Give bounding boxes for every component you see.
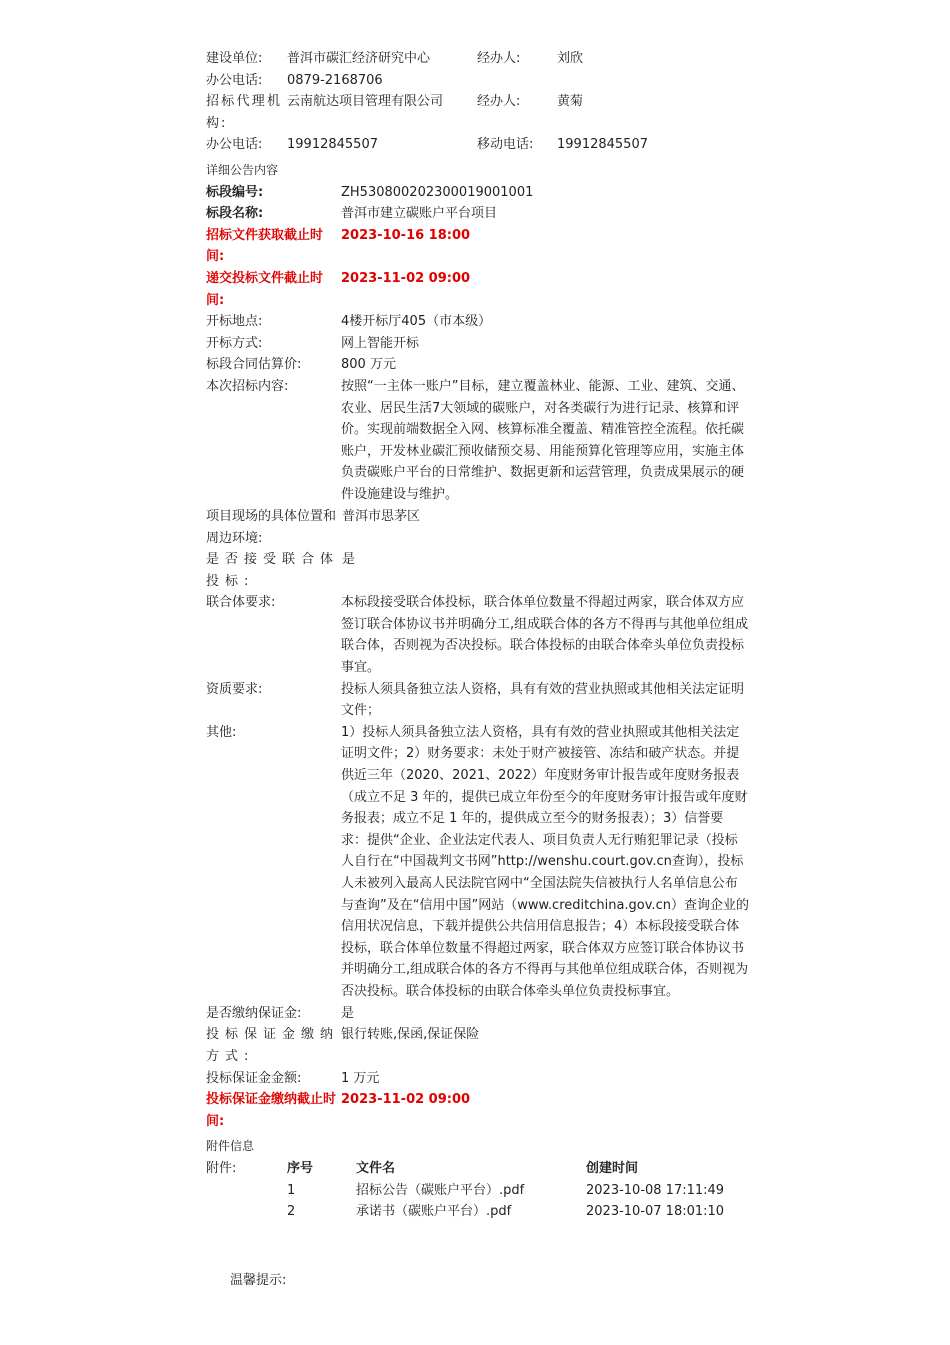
- bid-deadline-value: 2023-11-02 09:00: [341, 270, 471, 286]
- open-place-value: 4楼开标厅405（市本级）: [341, 314, 492, 330]
- open-method-row: [206, 333, 766, 355]
- agency-label: 招标代理机构:: [206, 94, 282, 131]
- deposit-required-value: 是: [341, 1005, 355, 1021]
- qualification-row: [206, 679, 766, 722]
- consortium-accept-label: 是否接受联合体投标:: [206, 552, 340, 589]
- open-method-label: 开标方式:: [206, 335, 263, 351]
- attachments-section-title-text: 附件信息: [206, 1139, 255, 1154]
- deposit-amount-value: 1 万元: [341, 1070, 380, 1086]
- open-place-label: 开标地点:: [206, 314, 263, 330]
- site-row: [206, 506, 766, 549]
- consortium-req-label: 联合体要求:: [206, 595, 276, 611]
- deposit-amount-row: [206, 1068, 766, 1090]
- consortium-req-value: 本标段接受联合体投标，联合体单位数量不得超过两家，联合体双方应签订联合体协议书并明确分工,组成联合体的各方不得再与其他单位组成联合体，否则视为否决投标。联合体投标的由联合体牵头单位负责投标事宜。: [341, 595, 749, 676]
- handler-value: 刘欣: [557, 51, 584, 66]
- estimate-label: 标段合同估算价:: [206, 357, 302, 373]
- announcement-body: [206, 48, 766, 1223]
- deposit-method-label: 投标保证金缴纳方式:: [206, 1027, 340, 1065]
- agency-handler-value: 黄菊: [557, 94, 584, 110]
- qualification-label: 资质要求:: [206, 681, 263, 697]
- lot-name-label: 标段名称:: [206, 206, 264, 222]
- attachment-file-link[interactable]: 承诺书（碳账户平台）.pdf: [356, 1204, 512, 1220]
- bid-deadline-label: 递交投标文件截止时间:: [206, 270, 324, 308]
- attachments-header-time: 创建时间: [586, 1161, 639, 1176]
- estimate-value: 800 万元: [341, 357, 396, 373]
- table-row: [206, 1201, 766, 1223]
- lot-no-value: ZH5308002023000190010​01: [341, 184, 534, 200]
- office-phone-row: [206, 70, 766, 92]
- consortium-req-row: [206, 592, 766, 678]
- attachment-time: 2023-10-07 18:01:10: [586, 1204, 725, 1220]
- other-label: 其他:: [206, 724, 237, 740]
- attachment-time: 2023-10-08 17:11:49: [586, 1182, 725, 1198]
- deposit-amount-label: 投标保证金金额:: [206, 1070, 302, 1086]
- doc-deadline-label: 招标文件获取截止时间:: [206, 227, 324, 265]
- content-row: [206, 376, 766, 506]
- attachments-label: 附件:: [206, 1161, 237, 1176]
- mobile-value: 19912845507: [557, 137, 648, 153]
- site-value: 普洱市思茅区: [342, 508, 421, 524]
- lot-no-label: 标段编号:: [206, 184, 264, 200]
- warm-tip: 温馨提示:: [230, 1273, 287, 1288]
- consortium-accept-row: [206, 549, 766, 592]
- lot-no-row: [206, 182, 766, 204]
- office-phone-value: 0879-2168706: [287, 72, 383, 88]
- open-method-value: 网上智能开标: [341, 335, 420, 351]
- other-value: 1）投标人须具备独立法人资格，具有有效的营业执照或其他相关法定证明文件；2）财务要求：未处于财产被接管、冻结和破产状态。并提供近三年（2020、2021、2022）年度财务审计报告或年度财务报表（成立不足 3 年的，提供已成立年份至今的年度财务审计报告或年度财务报表；成立不足 1 年的，提供成立至今的财务报表）；3）信誉要求：提供“企业、企业法定代表人、项目负责人无行贿犯罪记录（投标人自行在“中国裁判文书网”http://wenshu.court.gov.cn查询），投标人未被列入最高人民法院官网中“全国法院失信被执行人名单信息公布与查询”及在“信用中国”网站（www.creditchina.gov.cn）查询企业的信用状况信息，下载并提供公共信用信息报告；4）本标段接受联合体投标，联合体单位数量不得超过两家，联合体双方应签订联合体协议书并明确分工,组成联合体的各方不得再与其他单位组成联合体，否则视为否决投标。联合体投标的由联合体牵头单位负责投标事宜。: [341, 724, 749, 999]
- deposit-required-label: 是否缴纳保证金:: [206, 1005, 302, 1021]
- table-row: [206, 1180, 766, 1202]
- qualification-value: 投标人须具备独立法人资格，具有有效的营业执照或其他相关法定证明文件；: [341, 681, 745, 719]
- deposit-method-row: [206, 1024, 766, 1067]
- lot-name-value: 普洱市建立碳账户平台项目: [341, 206, 498, 222]
- builder-label: 建设单位:: [206, 51, 263, 66]
- agency-phone-value: 19912845507: [287, 137, 378, 153]
- attachments-header-row: [206, 1158, 766, 1180]
- agency-handler-label: 经办人:: [477, 94, 521, 110]
- detail-section-title-text: 详细公告内容: [206, 162, 279, 177]
- handler-label: 经办人:: [477, 51, 521, 66]
- attachment-file-link[interactable]: 招标公告（碳账户平台）.pdf: [356, 1182, 525, 1198]
- site-label: 项目现场的具体位置和周边环境:: [206, 508, 337, 546]
- consortium-accept-value: 是: [342, 552, 356, 568]
- doc-deadline-row: [206, 225, 766, 268]
- attachment-no: 2: [287, 1204, 296, 1220]
- content-label: 本次招标内容:: [206, 378, 289, 394]
- deposit-method-value: 银行转账,保函,保证保险: [341, 1027, 480, 1043]
- detail-section-title: [206, 160, 766, 182]
- agency-value: 云南航达项目管理有限公司: [287, 94, 444, 110]
- agency-row: [206, 91, 766, 134]
- lot-name-row: [206, 203, 766, 225]
- agency-phone-label: 办公电话:: [206, 137, 263, 153]
- attachments-header-no: 序号: [287, 1161, 314, 1176]
- deposit-deadline-value: 2023-11-02 09:00: [341, 1092, 471, 1108]
- content-value: 按照“一主体一账户”目标，建立覆盖林业、能源、工业、建筑、交通、农业、居民生活7大领域的碳账户，对各类碳行为进行记录、核算和评价。实现前端数据全入网、核算标准全覆盖、精准管控全流程。依托碳账户，开发林业碳汇预收储预交易、用能预算化管理等应用，实施主体负责碳账户平台的日常维护、数据更新和运营管理，负责成果展示的硬件设施建设与维护。: [341, 378, 745, 502]
- attachments-header-name: 文件名: [356, 1161, 396, 1176]
- deposit-deadline-row: [206, 1089, 766, 1132]
- deposit-deadline-label: 投标保证金缴纳截止时间:: [206, 1092, 337, 1129]
- attachment-no: 1: [287, 1182, 296, 1198]
- estimate-row: [206, 354, 766, 376]
- open-place-row: [206, 311, 766, 333]
- agency-phone-row: [206, 134, 766, 156]
- other-row: [206, 722, 766, 1003]
- office-phone-label: 办公电话:: [206, 72, 263, 88]
- builder-value: 普洱市碳汇经济研究中心: [287, 51, 431, 66]
- builder-row: [206, 48, 766, 70]
- attachments-section-title: [206, 1136, 766, 1158]
- doc-deadline-value: 2023-10-16 18:00: [341, 227, 471, 243]
- deposit-required-row: [206, 1003, 766, 1025]
- mobile-label: 移动电话:: [477, 137, 534, 153]
- bid-deadline-row: [206, 268, 766, 311]
